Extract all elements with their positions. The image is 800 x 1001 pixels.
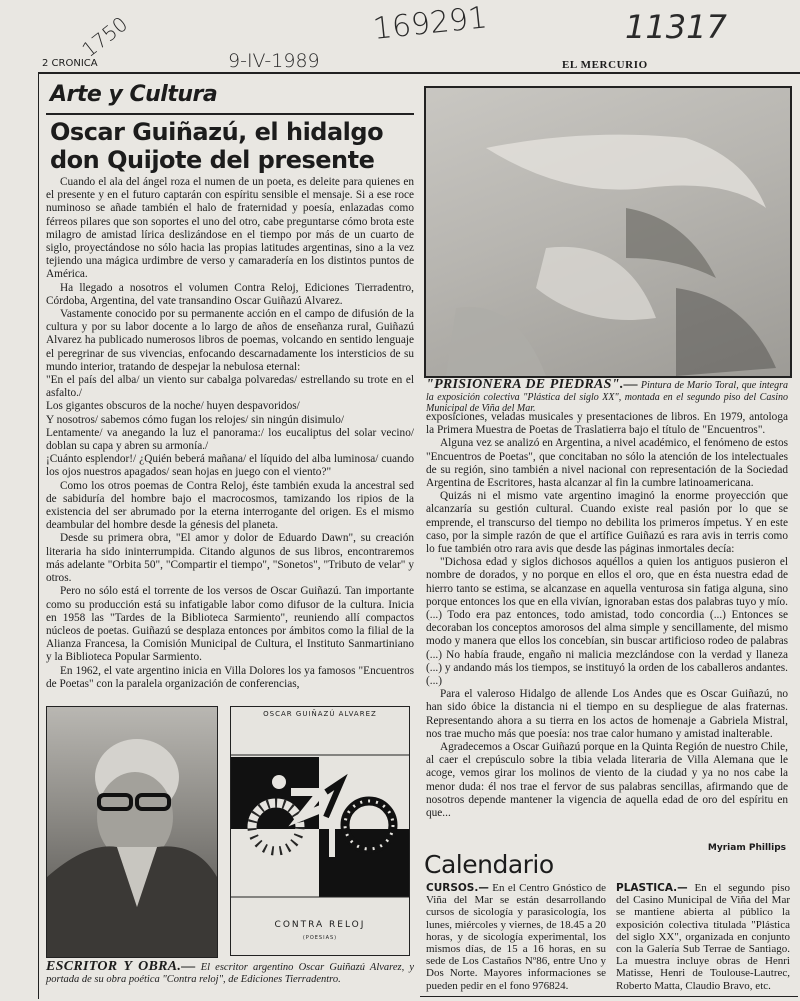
photo-caption-title: ESCRITOR Y OBRA.— — [46, 959, 196, 974]
newspaper-name: EL MERCURIO — [562, 59, 648, 71]
paragraph: Quizás ni el mismo vate argentino imaginó la enorme proyección que alcanzaría su gestión cultural. Cuando existe real pasión por lo que se emprende, el transcurso del tiempo no debilita los primeros ímpetus. Y en este caso, por la simple razón de que el artífice Guiñazú es rara avis in terris como lo fue también otro rara avis que desde las páginas inmortales decía: — [426, 490, 788, 556]
paragraph: Para el valeroso Hidalgo de allende Los Andes que es Oscar Guiñazú, no han sido óbice la distancia ni el tiempo en su despliegue de alas fraternas. Representando ahora a su tierra en los actos de homenaje a Gabriela Mistral, nos trae mucho más que poesía: nos trae calor humano y amistad inalterable. — [426, 688, 788, 740]
bottom-rule — [420, 996, 798, 997]
article-body-left — [46, 176, 414, 706]
author-portrait-photo — [46, 706, 218, 958]
book-cover — [230, 706, 410, 956]
headline — [50, 118, 383, 174]
poem-line: Y nosotros/ sabemos cómo fugan los relojes/ sin ningún disimulo/ — [46, 413, 344, 426]
calendar-item-plastica — [616, 882, 790, 992]
handwritten-note: 1750 — [77, 11, 133, 62]
painting-photo — [424, 86, 792, 378]
calendar-item-label: PLASTICA.— — [616, 882, 688, 894]
paragraph: Cuando el ala del ángel roza el numen de un poeta, es deleite para quienes en el presente y en el futuro captarán con espíritu sensible el mensaje. Si a ese roce numinoso se añade también el halo de fraternidad y poesía, enlazadas como férreos pilares que son soportes el uno del otro, cabe preguntarse cómo brota este milagro de amistad lírica deslizándose en el tiempo por más de un cuarto de siglo, proyectándose no sólo hacia las propias latitudes argentinas, sino a la vez tejiendo una mágica urdimbre de verso y camaradería en los distintos puntos de América. — [46, 176, 414, 281]
calendar-item-text: En el Centro Gnóstico de Viña del Mar se están desarrollando cursos de sicología y parasicología, los lunes, miércoles y viernes, de 18.45 a 20 horas, y de sicología experimental, los mismos días, de 15 a 16 horas, en su sede de Los Castaños Nº86, entre Uno y Dos Norte. Mayores informaciones se pueden pedir en el fono 976824. — [426, 882, 606, 992]
quote-paragraph: "Dichosa edad y siglos dichosos aquéllos a quien los antiguos pusieron el nombre de dorados, y no porque en ellos el oro, que en ésta nuestra edad de hierro tanto se estima, se alcanzase en aquella venturosa sin fatiga alguna, sino porque entonces los que en ella vivían, ignoraban estas dos palabras tuyo y mío. (...) Todo era paz entonces, todo amistad, todo concordia (...) Entonces se decoraban los conceptos amorosos del alma simple y sencillamente, del mismo modo y manera que ellos los concebían, sin buscar artificioso rodeo de palabras (...) No había fraude, engaño ni malicia mezclándose con la verdad y llaneza (...) y andando más los tiempos, se instituyó la orden de los caballeros andantes. (...) — [426, 556, 788, 688]
handwritten-note: 11317 — [625, 8, 727, 46]
poem-line: ¡Cuánto esplendor!/ ¿Quién beberá mañana/ el líquido del alba luminosa/ cuando los ojos nuestros apagados/ sean hojas en juego con el viento?" — [46, 453, 414, 479]
handwritten-note: 169291 — [371, 0, 489, 47]
section-title: Arte y Cultura — [50, 82, 218, 107]
book-author: OSCAR GUIÑAZÚ ALVAREZ — [263, 710, 377, 718]
calendar-item-label: CURSOS.— — [426, 882, 489, 894]
headline-line-1: Oscar Guiñazú, el hidalgo — [50, 118, 384, 146]
paragraph: Ha llegado a nosotros el volumen Contra Reloj, Ediciones Tierradentro, Córdoba, Argentina, del vate transandino Oscar Guiñazú Alvarez. — [46, 281, 414, 307]
book-subtitle: (POESIAS) — [302, 935, 338, 941]
calendar-item-cursos — [426, 882, 606, 992]
paragraph: En 1962, el vate argentino inicia en Villa Dolores los ya famosos "Encuentros de Poetas" con la paralela organización de conferencias, — [46, 664, 414, 690]
paragraph: exposiciones, veladas musicales y presentaciones de libros. En 1979, antologa la Primera Muestra de Poetas de Traslatierra bajo el título de "Encuentros". — [426, 411, 788, 437]
painting-caption-text: Pintura de Mario Toral, que integra la exposición colectiva "Plástica del siglo XX", montada en el segundo piso del Casino Municipal de Viña del Mar. — [426, 380, 789, 414]
photo-caption — [46, 961, 414, 985]
photo-caption-text: El escritor argentino Oscar Guiñazú Alvarez, y portada de su obra poética "Contra reloj", de Ediciones Tierradentro. — [46, 962, 415, 985]
paragraph: Pero no sólo está el torrente de los versos de Oscar Guiñazú. Tan importante como su producción está su infatigable labor como difusor de la cultura. Inicia en 1958 las "Tardes de la Biblioteca Sarmiento", reuniendo allí compactos núcleos de poetas. Guiñazú se desplaza entonces por ámbitos como la filial de la Alianza Francesa, la Comisión Municipal de Cultura, el Instituto Sanmartiniano y la Biblioteca Popular Sarmiento. — [46, 585, 414, 664]
paragraph: Agradecemos a Oscar Guiñazú porque en la Quinta Región de nuestro Chile, al caer el crepúsculo sobre la tibia velada literaria de Villa Alemana que le acoge, vemos girar los molinos de viento de la ciudad y ya no nos cabe la menor duda: él nos trae el fervor de sus palabras sencillas, afirmando que de nosotros depende mantener la vigencia de aquella edad de oro del espíritu en que... — [426, 741, 788, 820]
paragraph: Vastamente conocido por su permanente acción en el campo de difusión de la cultura y por su labor docente a lo largo de años de enseñanza rural, Guiñazú Alvarez ha publicado numerosos libros de poemas, volcando en sentido lenguaje el peregrinar de sus vivencias, enfocando descarnadamente los intersticios de su mundo interior, tratando de despejar la nebulosa eternal: — [46, 308, 414, 373]
left-border — [38, 74, 39, 999]
painting-caption — [426, 379, 788, 415]
calendar-heading: Calendario — [424, 850, 554, 879]
page-section-label: 2 CRONICA — [42, 58, 98, 69]
paragraph: Desde su primera obra, "El amor y dolor de Eduardo Dawn", su creación literaria ha sido ininterrumpida. Citando algunos de sus libros, encontraremos más adelante "Orbita 50", "Compartir el tiempo", "Sonetos", "Tributo de velar" y otros. — [46, 532, 414, 585]
handwritten-date: 9-IV-1989 — [228, 50, 320, 72]
painting-caption-title: "PRISIONERA DE PIEDRAS".— — [426, 377, 638, 392]
portrait-illustration — [47, 707, 217, 957]
paragraph: Como los otros poemas de Contra Reloj, éste también exuda la ancestral sed de sabiduría del hombre bajo el macrocosmos, tamizando los ripios de la existencia del ser abrumado por la eterna interrogante del origen. Es el mismo deambular del hombre desde la génesis del planeta. — [46, 479, 414, 532]
header-rule — [38, 72, 800, 74]
poem-line: "En el país del alba/ un viento sur cabalga polvaredas/ estrellando su trote en el asfalto./ — [46, 374, 414, 400]
poem-line: Lentamente/ va anegando la luz el panorama:/ los eucaliptus del solar vecino/ doblan su capa y abren su armonía./ — [46, 426, 414, 453]
painting-illustration — [426, 88, 790, 376]
article-author: Myriam Phillips — [707, 843, 786, 853]
poem-line: Los gigantes obscuros de la noche/ huyen despavoridos/ — [46, 400, 300, 413]
article-body-right — [426, 411, 788, 841]
book-title: CONTRA RELOJ — [274, 920, 366, 930]
section-rule — [46, 113, 414, 115]
book-cover-cyclist-clock-art — [231, 707, 409, 955]
headline-line-2: don Quijote del presente — [50, 146, 375, 174]
calendar-item-text: En el segundo piso del Casino Municipal de Viña del Mar se mantiene abierta al público la exposición colectiva titulada "Plástica del siglo XX", organizada en conjunto con la Galería Sub Terrae de Santiago. La muestra incluye obras de Henri Matisse, Henri de Toulouse-Lautrec, Roberto Matta, Claudio Bravo, etc. — [616, 882, 790, 992]
paragraph: Alguna vez se analizó en Argentina, a nivel académico, el fenómeno de estos "Encuentros de Poetas", que concitaban no sólo la atención de los intelectuales de su región, sino también a nivel nacional con representación de la Sociedad Argentina de Escritores, hasta alcanzar al fin la cumbre latinoamericana. — [426, 437, 788, 490]
